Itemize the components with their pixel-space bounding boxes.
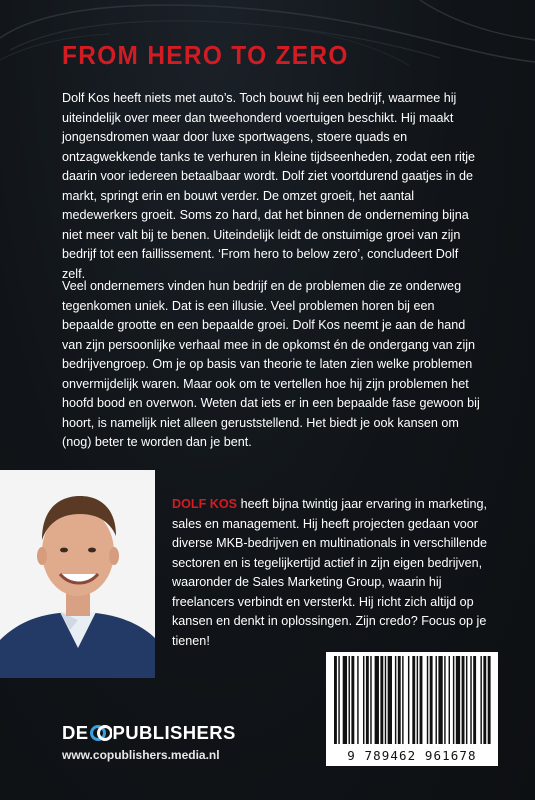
author-bio [172, 495, 502, 651]
author-photo [0, 470, 155, 678]
co-logo-icon [90, 723, 112, 743]
publisher-logo-left: DE [62, 722, 89, 743]
blurb-paragraph-2: Veel ondernemers vinden hun bedrijf en de problemen die ze onderweg tegenkomen uniek. Dat is een illusie. Veel problemen horen bij een bepaalde grootte en een bepaalde groei. Dolf Kos neemt je aan de hand van zijn persoonlijke verhaal mee in de opkomst én de ondergang van zijn bedrijvengroep. Om je op basis van theorie te laten zien welke problemen onvermijdelijk waren. Maar ook om te vertellen hoe hij zijn problemen het hoofd bood en overwon. Weten dat iets er in een bepaalde fase gewoon bij hoort, is namelijk niet alleen geruststellend. Het biedt je ook kansen om (nog) beter te worden dan je bent. [62, 279, 480, 450]
isbn-barcode [326, 652, 498, 766]
isbn-number: 9 789462 961678 [347, 748, 477, 763]
publisher-logo [62, 722, 236, 744]
publisher-logo-right: PUBLISHERS [112, 722, 236, 743]
barcode-bars [332, 656, 492, 744]
author-bio-text: heeft bijna twintig jaar ervaring in marketing, sales en management. Hij heeft projecten gedaan voor diverse MKB-bedrijven en multinationals in verschillende sectoren en is tegelijkertijd actief in zijn eigen bedrijven, waaronder de Sales Marketing Group, waarin hij freelancers verbindt en versterkt. Hij richt zich altijd op kansen en denkt in oplossingen. Zijn credo? Focus op je tienen! [172, 497, 487, 648]
author-name: DOLF KOS [172, 497, 238, 511]
publisher-website: www.copublishers.media.nl [62, 748, 220, 762]
blurb-paragraph-1: Dolf Kos heeft niets met auto’s. Toch bouwt hij een bedrijf, waarmee hij uiteindelijk over meer dan tweehonderd voertuigen beschikt. Hij maakt jongensdromen waar door luxe sportwagens, stoere quads en ontzagwekkende tanks te verhuren in kleine tijdseenheden, zodat een ritje daarin voor iedereen betaalbaar wordt. Dolf ziet voortdurend gaatjes in de markt, springt erin en bouwt verder. De omzet groeit, het aantal medewerkers groeit. Soms zo hard, dat het binnen de onderneming bijna niet meer valt bij te benen. Uiteindelijk leidt de onstuimige groei van zijn bedrijf tot een faillissement. ‘From hero to below zero’, concludeert Dolf zelf. [62, 91, 476, 281]
book-title: FROM HERO TO ZERO [62, 40, 349, 70]
